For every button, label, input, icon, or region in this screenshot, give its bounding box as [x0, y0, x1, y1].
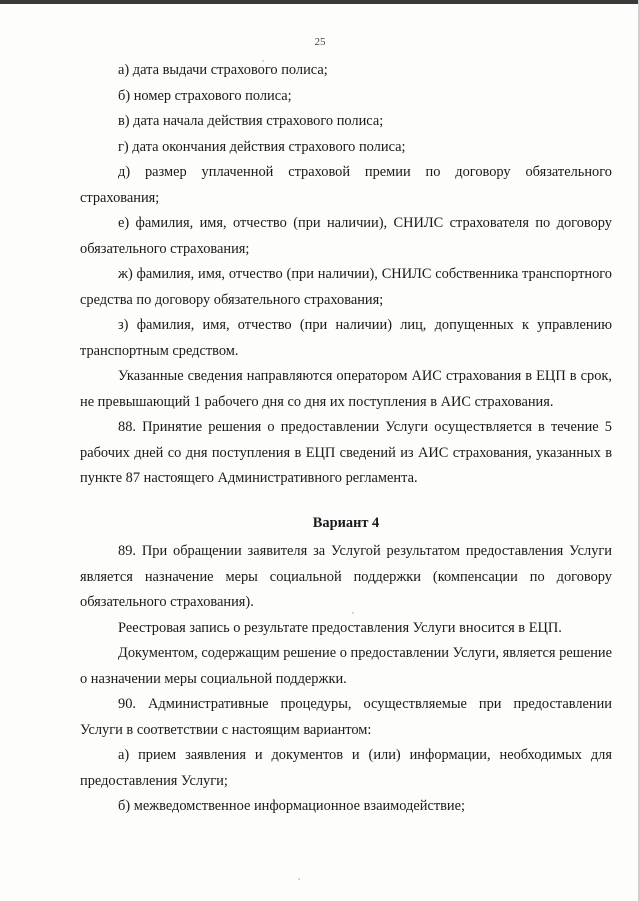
document-body: [80, 58, 612, 820]
scan-speck: [352, 612, 354, 614]
paragraph: ж) фамилия, имя, отчество (при наличии), СНИЛС собственника транспортного средства по договору обязательного страхования;: [80, 266, 612, 308]
paragraph: е) фамилия, имя, отчество (при наличии), СНИЛС страхователя по договору обязательного страхования;: [80, 215, 612, 257]
scan-speck: [298, 878, 300, 880]
paragraph: б) межведомственное информационное взаимодействие;: [118, 798, 466, 814]
scan-top-edge: [0, 0, 640, 4]
paragraph: Документом, содержащим решение о предоставлении Услуги, является решение о назначении меры социальной поддержки.: [80, 645, 612, 687]
paragraph: 90. Административные процедуры, осуществляемые при предоставлении Услуги в соответствии с настоящим вариантом:: [80, 696, 612, 738]
section-heading: Вариант 4: [312, 514, 380, 531]
paragraph: д) размер уплаченной страховой премии по договору обязательного страхования;: [80, 164, 612, 206]
paragraph: з) фамилия, имя, отчество (при наличии) лиц, допущенных к управлению транспортным средством.: [80, 317, 612, 359]
paragraph: в) дата начала действия страхового полиса;: [118, 113, 384, 129]
paragraph: 89. При обращении заявителя за Услугой результатом предоставления Услуги является назначение меры социальной поддержки (компенсации по договору обязательного страхования).: [80, 543, 612, 610]
paragraph: б) номер страхового полиса;: [118, 87, 292, 104]
paragraph: а) дата выдачи страхового полиса;: [118, 62, 328, 78]
paragraph: Указанные сведения направляются оператором АИС страхования в ЕЦП в срок, не превышающий 1 рабочего дня со дня их поступления в АИС страхования.: [80, 368, 612, 410]
paragraph: а) прием заявления и документов и (или) информации, необходимых для предоставления Услуги;: [80, 747, 612, 789]
page-number: 25: [314, 36, 326, 48]
paragraph: г) дата окончания действия страхового полиса;: [118, 138, 406, 155]
paragraph: 88. Принятие решения о предоставлении Услуги осуществляется в течение 5 рабочих дней со дня поступления в ЕЦП сведений из АИС страхования, указанных в пункте 87 настоящего Административного регламента.: [80, 419, 612, 486]
paragraph: Реестровая запись о результате предоставления Услуги вносится в ЕЦП.: [118, 619, 562, 636]
scan-speck: [262, 60, 264, 62]
